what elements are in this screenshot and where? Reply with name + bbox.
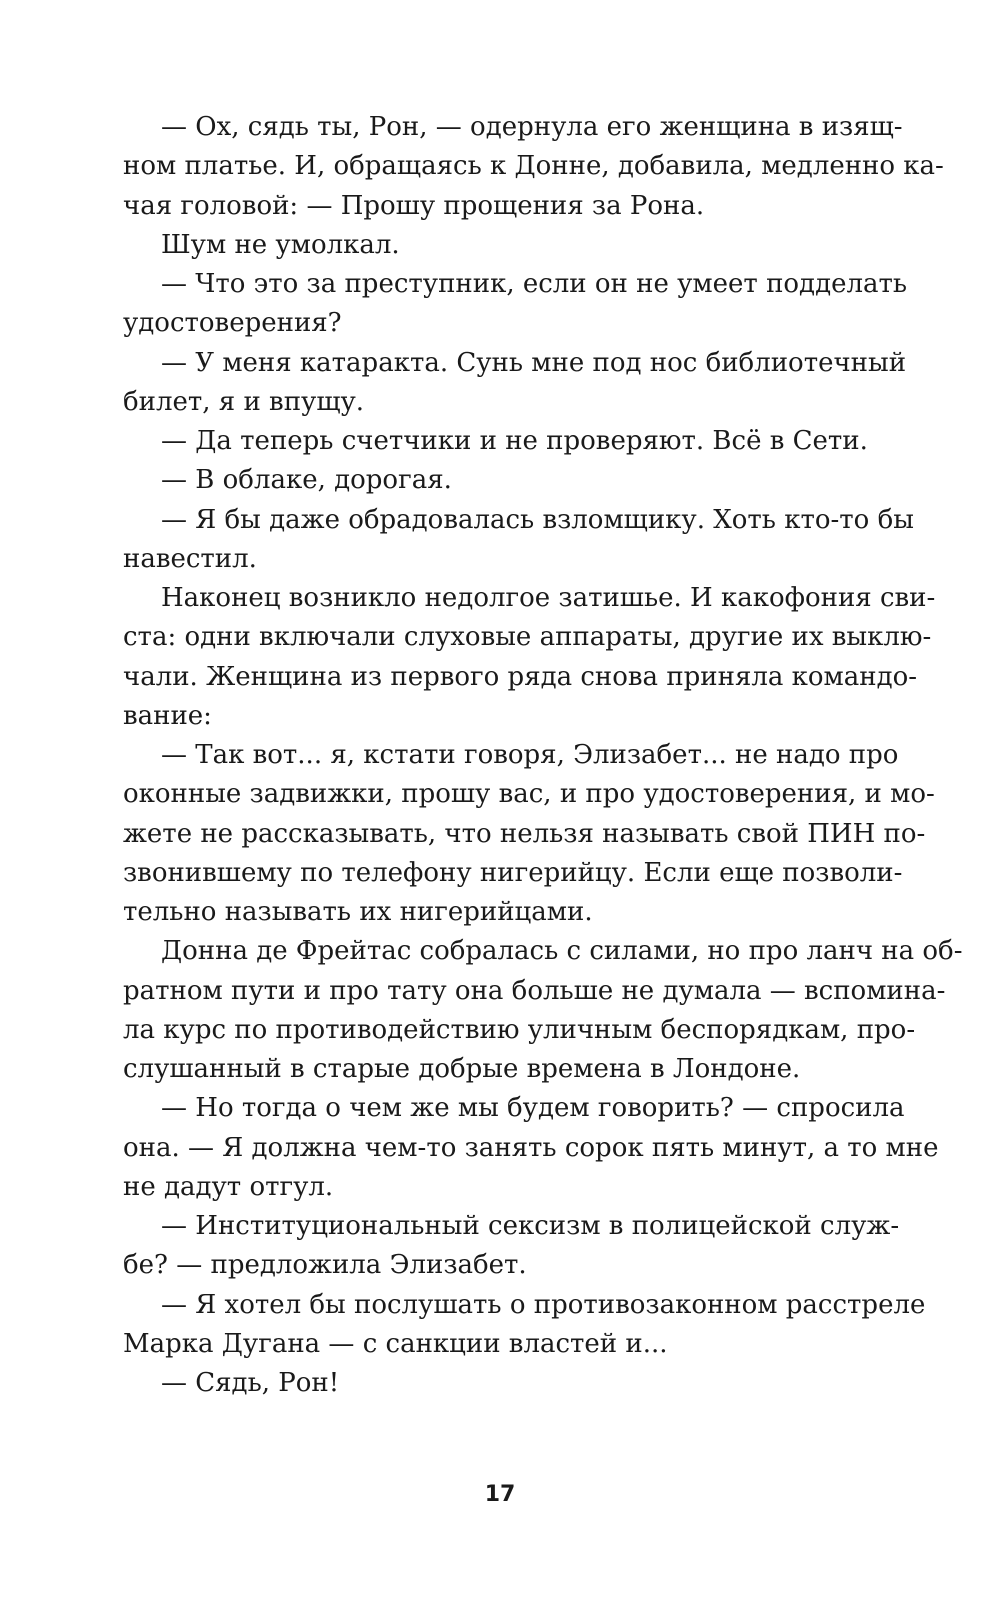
text-line: — В облаке, дорогая.	[161, 465, 452, 496]
text-line: — Сядь, Рон!	[161, 1368, 340, 1398]
text-line: вание:	[123, 700, 212, 731]
text-line: она. — Я должна чем-то занять сорок пять минут, а то мне	[123, 1132, 939, 1163]
text-line: удостоверения?	[123, 308, 342, 339]
text-line: не дадут отгул.	[123, 1171, 334, 1202]
text-line: звонившему по телефону нигерийцу. Если еще позволи-	[123, 857, 903, 888]
text-line: Донна де Фрейтас собралась с силами, но про ланч на об-	[161, 936, 963, 967]
text-line: билет, я и впущу.	[123, 386, 365, 417]
text-line: чая головой: — Прошу прощения за Рона.	[123, 190, 705, 221]
body-text	[123, 108, 963, 1403]
text-line: — Ох, сядь ты, Рон, — одернула его женщина в изящ-	[161, 112, 903, 142]
text-line: Шум не умолкал.	[161, 229, 400, 260]
text-line: Наконец возникло недолгое затишье. И какофония сви-	[161, 583, 936, 613]
text-line: бе? — предложила Элизабет.	[123, 1250, 527, 1281]
text-line: жете не рассказывать, что нельзя называть свой ПИН по-	[123, 818, 926, 849]
text-line: — Я хотел бы послушать о противозаконном расстреле	[161, 1289, 926, 1320]
text-line: чали. Женщина из первого ряда снова приняла командо-	[123, 661, 918, 692]
text-line: слушанный в старые добрые времена в Лондоне.	[123, 1054, 801, 1084]
text-line: — У меня катаракта. Сунь мне под нос библиотечный	[161, 347, 907, 378]
text-line: — Но тогда о чем же мы будем говорить? — спросила	[161, 1093, 905, 1124]
text-line: оконные задвижки, прошу вас, и про удостоверения, и мо-	[123, 779, 935, 810]
text-line: — Институциональный сексизм в полицейской служ-	[161, 1211, 900, 1241]
text-line: навестил.	[123, 543, 257, 574]
text-line: — Я бы даже обрадовалась взломщику. Хоть кто-то бы	[161, 504, 914, 535]
text-line: — Так вот... я, кстати говоря, Элизабет... не надо про	[161, 740, 899, 770]
text-line: Марка Дугана — с санкции властей и...	[123, 1328, 668, 1359]
text-line: тельно называть их нигерийцами.	[123, 897, 593, 927]
text-line: — Да теперь счетчики и не проверяют. Всё в Сети.	[161, 426, 868, 456]
page-number: 17	[484, 1482, 516, 1507]
text-line: — Что это за преступник, если он не умеет подделать	[161, 269, 908, 299]
text-line: ла курс по противодействию уличным беспорядкам, про-	[123, 1014, 916, 1045]
text-line: ратном пути и про тату она больше не думала — вспомина-	[123, 975, 946, 1006]
text-line: ном платье. И, обращаясь к Донне, добавила, медленно ка-	[123, 151, 944, 182]
text-line: ста: одни включали слуховые аппараты, другие их выклю-	[123, 622, 932, 653]
